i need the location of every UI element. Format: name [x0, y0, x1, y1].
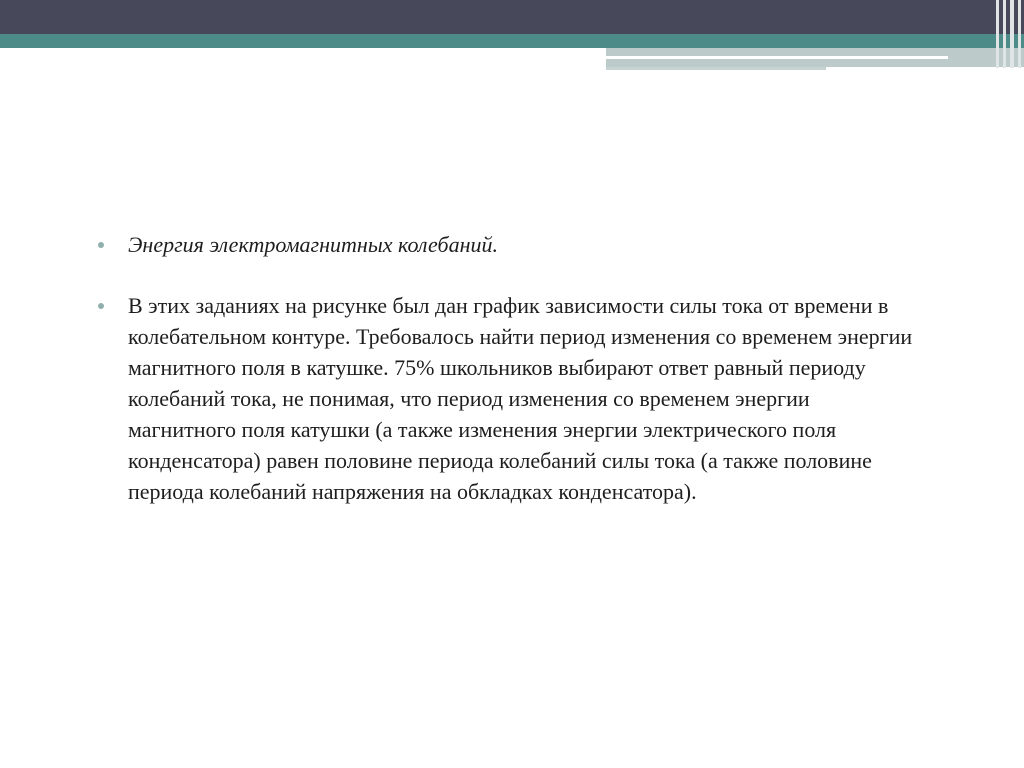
header-accent-line	[606, 67, 826, 70]
bullet-text: Энергия электромагнитных колебаний.	[128, 232, 499, 257]
bullet-item-heading	[98, 229, 918, 260]
header-teal-band	[0, 34, 1024, 48]
bullet-item-paragraph	[98, 290, 918, 507]
bullet-list	[98, 229, 918, 507]
header-accent-line	[606, 56, 948, 59]
slide-body	[98, 229, 918, 507]
bullet-dot-icon	[98, 242, 104, 248]
bullet-text: В этих заданиях на рисунке был дан график зависимости силы тока от времени в колебательном контуре. Требовалось найти период изменения со временем энергии магнитного поля в катушке. 75% школьников выбирают ответ равный периоду колебаний тока, не понимая, что период изменения со временем энергии магнитного поля катушки (а также изменения энергии электрического поля конденсатора) равен половине периода колебаний силы тока (а также половине периода колебаний напряжения на обкладках конденсатора).	[128, 293, 913, 504]
stripe	[1003, 0, 1006, 68]
bullet-dot-icon	[98, 303, 104, 309]
stripe	[1018, 0, 1021, 68]
stripe	[996, 0, 999, 68]
header-vertical-stripes	[994, 0, 1024, 68]
header-dark-band	[0, 0, 1024, 34]
stripe	[1010, 0, 1014, 68]
